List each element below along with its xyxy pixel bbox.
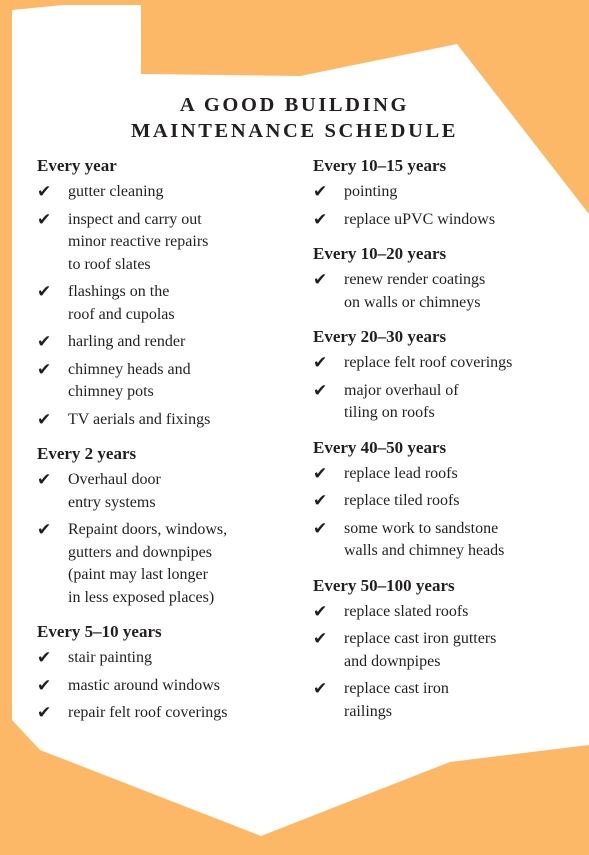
- schedule-group-every-20-30-years: [313, 326, 575, 425]
- list-item: [313, 490, 575, 513]
- list-item-text: mastic around windows: [68, 676, 220, 694]
- checkmark-icon: ✔: [37, 359, 52, 380]
- list-item: [37, 331, 299, 354]
- checkmark-icon: ✔: [37, 648, 52, 668]
- list-item: [37, 359, 299, 404]
- checkmark-icon: ✔: [37, 409, 52, 430]
- checkmark-icon: ✔: [313, 679, 328, 699]
- list-item: [37, 281, 299, 326]
- checkmark-icon: ✔: [313, 380, 328, 401]
- list-item: [313, 380, 575, 425]
- list-item: [313, 181, 575, 204]
- list-item: [37, 519, 299, 609]
- list-item-text: major overhaul of tiling on roofs: [344, 381, 459, 421]
- group-heading: Every 10–15 years: [313, 156, 447, 175]
- checkmark-icon: ✔: [313, 629, 328, 649]
- list-item-text: stair painting: [68, 649, 152, 666]
- group-heading: Every year: [37, 156, 117, 175]
- list-item-text: repair felt roof coverings: [68, 704, 228, 721]
- group-heading: Every 10–20 years: [313, 244, 447, 263]
- checkmark-icon: ✔: [37, 209, 52, 230]
- list-item: [313, 518, 575, 563]
- list-item: [37, 181, 299, 204]
- list-item-text: some work to sandstone walls and chimney heads: [344, 519, 505, 559]
- checkmark-icon: ✔: [37, 182, 52, 202]
- checkmark-icon: ✔: [37, 470, 52, 490]
- list-item-text: replace cast iron railings: [344, 680, 449, 720]
- list-item-text: Repaint doors, windows, gutters and downpipes (paint may last longer in less exposed places): [68, 521, 228, 606]
- checkmark-icon: ✔: [37, 520, 52, 540]
- list-item: [37, 409, 299, 432]
- group-heading: Every 50–100 years: [313, 575, 455, 595]
- schedule-group-every-40-50-years: [313, 437, 575, 563]
- title-line-1: A GOOD BUILDING: [179, 94, 410, 116]
- list-item: [313, 269, 575, 314]
- list-item: [37, 702, 299, 725]
- list-item: [37, 469, 299, 514]
- list-item-text: harling and render: [68, 333, 186, 350]
- checkmark-icon: ✔: [313, 491, 328, 511]
- checkmark-icon: ✔: [313, 601, 328, 622]
- list-item-text: flashings on the roof and cupolas: [68, 283, 175, 323]
- page-title: [0, 92, 589, 144]
- list-item-text: chimney heads and chimney pots: [68, 360, 191, 400]
- list-item-text: inspect and carry out minor reactive repairs to roof slates: [68, 210, 209, 273]
- list-item: [313, 209, 575, 232]
- list-item-text: replace cast iron gutters and downpipes: [344, 630, 497, 670]
- checkmark-icon: ✔: [313, 209, 328, 230]
- schedule-group-every-year: [37, 155, 299, 431]
- checkmark-icon: ✔: [313, 463, 328, 484]
- checkmark-icon: ✔: [37, 675, 52, 696]
- checkmark-icon: ✔: [313, 353, 328, 373]
- list-item-text: pointing: [344, 183, 398, 200]
- list-item-text: TV aerials and fixings: [68, 410, 211, 428]
- list-item: [313, 628, 575, 673]
- group-heading: Every 20–30 years: [313, 327, 447, 346]
- schedule-group-every-5-10-years: [37, 621, 299, 725]
- schedule-group-every-2-years: [37, 443, 299, 609]
- checkmark-icon: ✔: [313, 518, 328, 539]
- schedule-group-every-10-15-years: [313, 155, 575, 231]
- list-item: [313, 601, 575, 624]
- checkmark-icon: ✔: [37, 282, 52, 302]
- list-item-text: gutter cleaning: [68, 183, 164, 200]
- title-line-2: MAINTENANCE SCHEDULE: [130, 120, 459, 142]
- schedule-group-every-50-100-years: [313, 575, 575, 724]
- right-column: [313, 155, 575, 735]
- schedule-group-every-10-20-years: [313, 243, 575, 314]
- list-item: [313, 352, 575, 375]
- group-heading: Every 40–50 years: [313, 437, 447, 457]
- group-heading: Every 5–10 years: [37, 622, 162, 641]
- list-item-text: renew render coatings on walls or chimneys: [344, 271, 486, 311]
- checkmark-icon: ✔: [313, 270, 328, 290]
- checkmark-icon: ✔: [37, 703, 52, 723]
- list-item-text: replace felt roof coverings: [344, 354, 513, 371]
- list-item: [313, 463, 575, 486]
- list-item-text: replace uPVC windows: [344, 210, 496, 228]
- list-item-text: replace tiled roofs: [344, 492, 460, 509]
- list-item-text: replace lead roofs: [344, 464, 458, 482]
- list-item-text: replace slated roofs: [344, 602, 469, 620]
- list-item: [313, 678, 575, 723]
- list-item-text: Overhaul door entry systems: [68, 471, 161, 511]
- checkmark-icon: ✔: [313, 182, 328, 202]
- checkmark-icon: ✔: [37, 332, 52, 352]
- group-heading: Every 2 years: [37, 444, 137, 463]
- list-item: [37, 209, 299, 277]
- list-item: [37, 647, 299, 670]
- left-column: [37, 155, 299, 737]
- list-item: [37, 675, 299, 698]
